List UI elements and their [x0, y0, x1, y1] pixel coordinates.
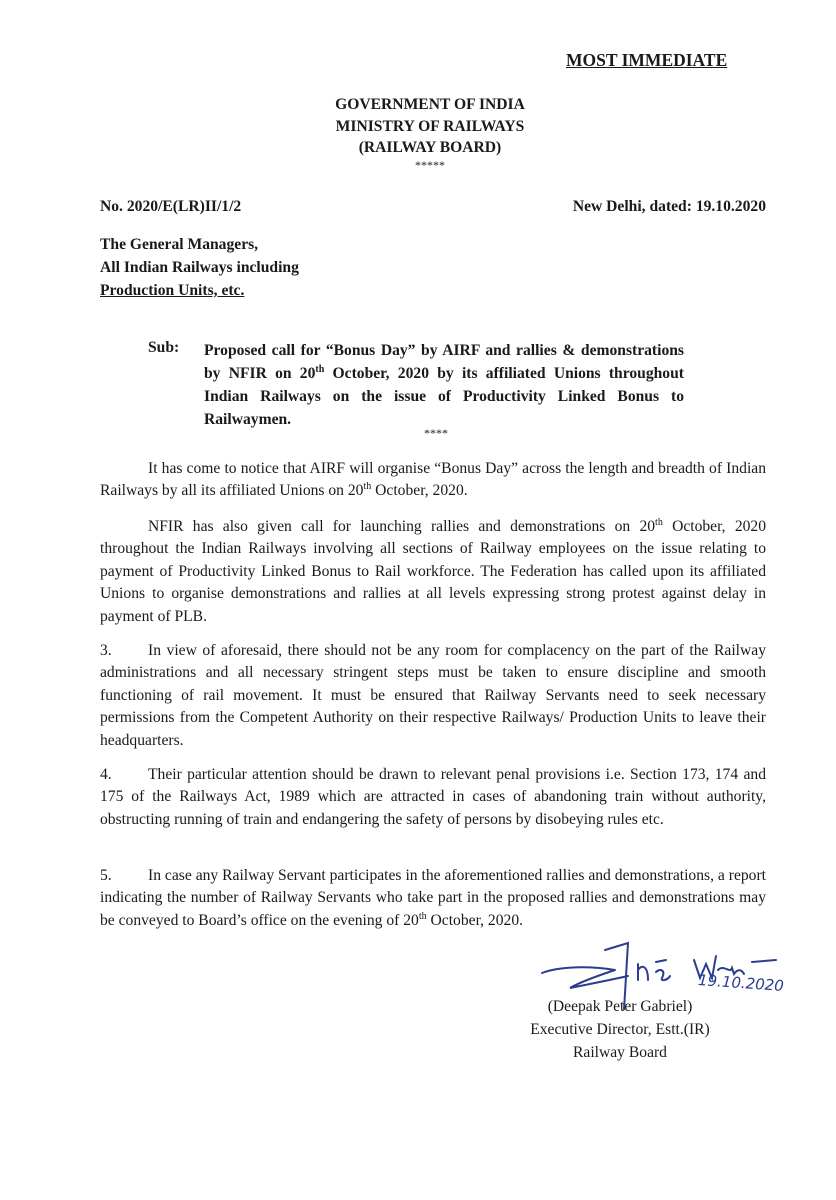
paragraph-text: Their particular attention should be drawn to relevant penal provisions i.e. Section 173, 174 and 175 of the Railways Act, 1989 which are attracted in cases of abandoning train without authority, obstructing running of train and endangering the safety of persons by disobeying rules etc. — [100, 766, 766, 828]
paragraph-2 — [100, 516, 766, 628]
paragraph-number: 3. — [100, 642, 112, 659]
paragraph-1 — [100, 458, 766, 503]
paragraph-text: October, 2020 throughout the Indian Railways involving all sections of Railway employees on the issue relating to payment of Productivity Linked Bonus to Rail workforce. The Federation has called upon its affiliated Unions to organise demonstrations and rallies at all levels expressing strong protest against delay in payment of PLB. — [100, 518, 767, 625]
paragraph-text: It has come to notice that AIRF will organise “Bonus Day” across the length and breadth of Indian Railways by all its affiliated Unions on 20 — [100, 460, 766, 500]
subject-text — [204, 339, 684, 431]
paragraph-text: In view of aforesaid, there should not be any room for complacency on the part of the Railway administrations and all necessary stringent steps must be taken to ensure discipline and smooth functioning of rail movement. It must be ensured that Railway Servants need to seek necessary permissions from the Competent Authority on their respective Railways/ Production Units to leave their headquarters. — [100, 642, 766, 749]
paragraph-text: October, 2020. — [371, 482, 468, 500]
signatory-name: (Deepak Peter Gabriel) — [547, 998, 693, 1015]
reference-number: No. 2020/E(LR)II/1/2 — [100, 198, 242, 215]
addressee — [100, 233, 299, 302]
superscript: th — [315, 363, 325, 375]
letterhead-board: (RAILWAY BOARD) — [358, 139, 502, 156]
superscript: th — [363, 481, 372, 493]
paragraph-5 — [100, 865, 766, 932]
paragraph-number: 4. — [100, 766, 112, 783]
paragraph-3 — [100, 640, 766, 752]
letterhead-government: GOVERNMENT OF INDIA — [335, 96, 525, 113]
paragraph-text: October, 2020. — [426, 911, 524, 929]
signature-date: 19.10.2020 — [697, 971, 785, 995]
signatory-designation: Executive Director, Estt.(IR) — [530, 1021, 710, 1038]
subject-part: Proposed call for “Bonus Day” by AIRF and rallies & demonstrations by NFIR on 20 — [204, 342, 684, 382]
paragraph-text: In case any Railway Servant participates in the aforementioned rallies and demonstrations, a report indicating the number of Railway Servants who take part in the proposed rallies and demonstrations may be conveyed to Board’s office on the evening of 20 — [100, 867, 766, 929]
signatory-block — [520, 995, 720, 1064]
addressee-line: All Indian Railways including — [100, 259, 299, 276]
superscript: th — [655, 516, 663, 528]
addressee-line: Production Units, etc. — [100, 282, 245, 299]
priority-label: MOST IMMEDIATE — [566, 50, 728, 70]
separator-stars: ***** — [415, 157, 445, 172]
subject-label: Sub: — [148, 339, 180, 356]
paragraph-number: 5. — [100, 867, 112, 884]
superscript: th — [418, 910, 427, 922]
letterhead-ministry: MINISTRY OF RAILWAYS — [335, 117, 525, 135]
addressee-line: The General Managers, — [100, 236, 259, 253]
letterhead — [230, 94, 630, 171]
signatory-office: Railway Board — [573, 1044, 667, 1061]
date-line: New Delhi, dated: 19.10.2020 — [572, 198, 766, 215]
paragraph-4 — [100, 764, 766, 831]
subject-part: October, 2020 by its affiliated Unions throughout Indian Railways on the issue of Productivity Linked Bonus to Railwaymen. — [204, 365, 684, 428]
paragraph-text: NFIR has also given call for launching rallies and demonstrations on 20 — [148, 518, 656, 535]
separator-stars: **** — [424, 426, 448, 440]
